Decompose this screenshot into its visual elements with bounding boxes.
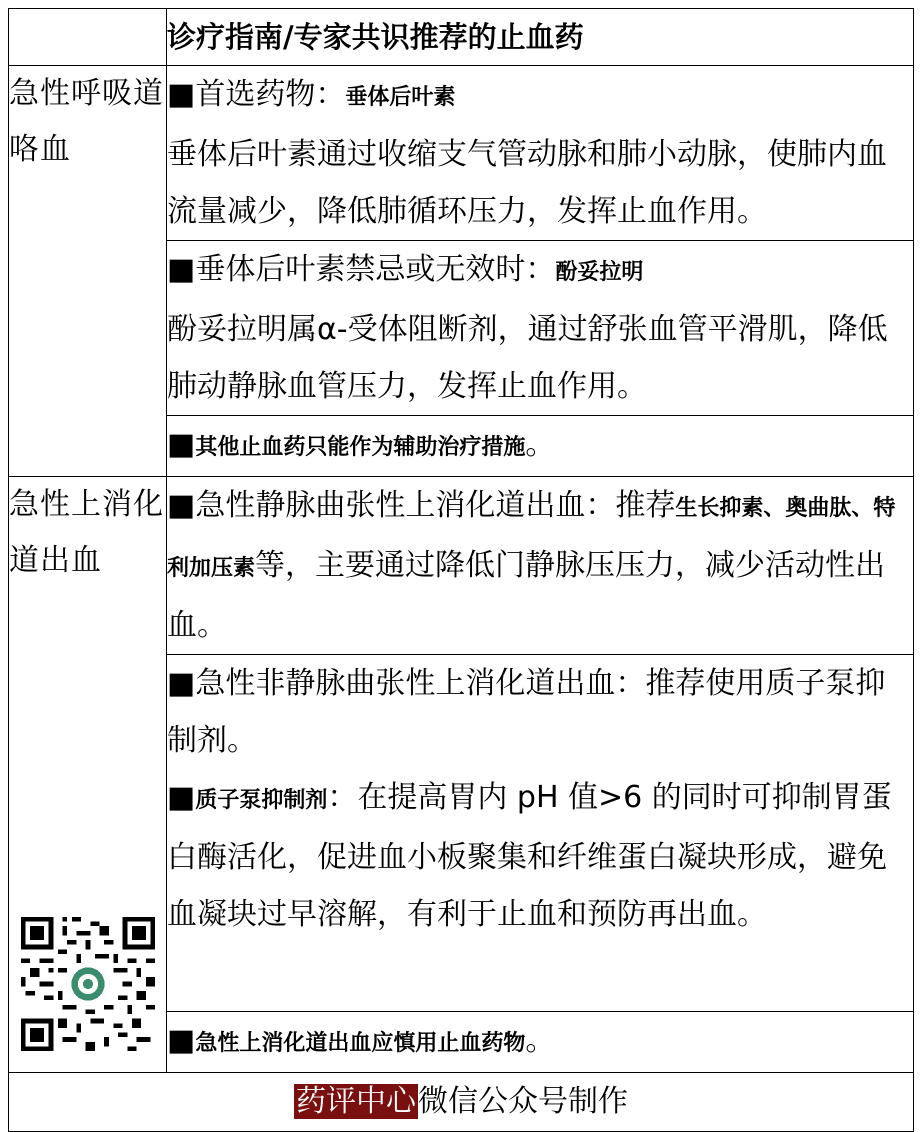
drug-name: 质子泵抑制剂: [195, 787, 328, 813]
category-label: 急性上消化道出血: [9, 487, 164, 578]
note-cell: [167, 1012, 914, 1073]
drug-block: [167, 477, 914, 655]
square-bullet-icon: ■: [167, 780, 196, 815]
drug-block: [167, 241, 914, 416]
block-lead: 急性非静脉曲张性上消化道出血：推荐使用质子泵抑制剂。: [167, 666, 886, 758]
note-text: 急性上消化道出血应慎用止血药物: [195, 1030, 526, 1056]
block-text: 垂体后叶素通过收缩支气管动脉和肺小动脉，使肺内血流量减少，降低肺循环压力，发挥止血作用。: [167, 137, 887, 229]
section-row: [9, 66, 914, 241]
drug-block: [167, 66, 914, 241]
qr-code-icon: [21, 917, 155, 1051]
block-text: ：在提高胃内 pH 值>6 的同时可抑制胃蛋白酶活化，促进血小板聚集和纤维蛋白凝块形成，避免血凝块过早溶解，有利于止血和预防再出血。: [167, 780, 892, 932]
drug-name: 垂体后叶素: [345, 84, 456, 110]
drug-block: [167, 655, 914, 1012]
header-row: [9, 9, 914, 66]
note-cell: [167, 416, 914, 477]
block-lead: 垂体后叶素禁忌或无效时：: [195, 252, 556, 287]
category-label: 急性呼吸道咯血: [9, 76, 164, 167]
square-bullet-icon: ■: [167, 427, 196, 462]
table-title: 诊疗指南/专家共识推荐的止血药: [167, 9, 914, 66]
block-lead: 首选药物：: [195, 77, 346, 112]
block-text: 等，主要通过降低门静脉压压力，减少活动性出血。: [167, 548, 886, 643]
square-bullet-icon: ■: [167, 77, 196, 112]
guideline-table: [8, 8, 914, 1132]
header-empty-cell: [9, 9, 167, 66]
square-bullet-icon: ■: [167, 252, 196, 287]
footer-suffix: 微信公众号制作: [418, 1084, 628, 1119]
note-end: 。: [525, 1023, 556, 1058]
drug-name: 酚妥拉明: [555, 259, 644, 285]
note-end: 。: [525, 427, 556, 462]
note-text: 其他止血药只能作为辅助治疗措施: [195, 434, 526, 460]
section-row: [9, 477, 914, 655]
square-bullet-icon: ■: [167, 666, 196, 701]
drug-name: 生长抑素、奥曲肽、特利加压素: [167, 495, 896, 581]
block-text: 酚妥拉明属α-受体阻断剂，通过舒张血管平滑肌，降低肺动静脉血管压力，发挥止血作用。: [167, 312, 888, 404]
category-cell: [9, 477, 167, 1073]
block-lead: 急性静脉曲张性上消化道出血：推荐: [195, 488, 676, 523]
square-bullet-icon: ■: [167, 1023, 196, 1058]
category-cell: [9, 66, 167, 477]
square-bullet-icon: ■: [167, 488, 196, 523]
brand-label: 药评中心: [296, 1084, 416, 1119]
